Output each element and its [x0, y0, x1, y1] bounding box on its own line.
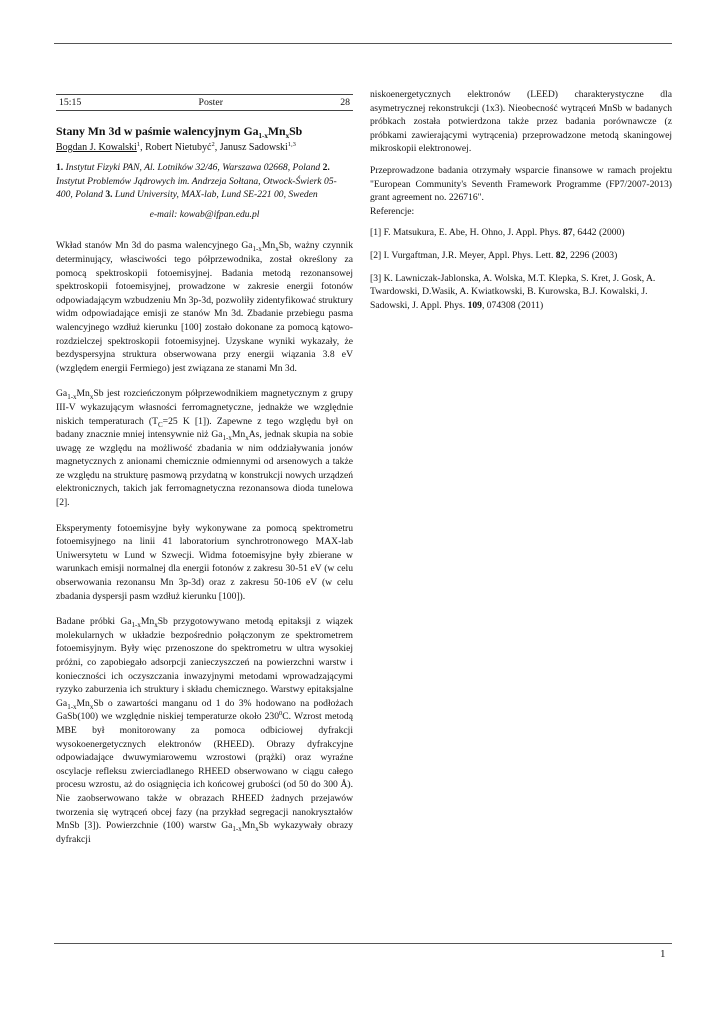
session-number: 28 — [340, 96, 350, 108]
session-time: 15:15 — [59, 96, 82, 108]
paragraph-3: Eksperymenty fotoemisyjne były wykonywane za pomocą spektrometru fotoemisyjnego na linii 41 laboratorium synchrotronowego MAX-lab Uniwersytetu w Lund w Szwecji. Widma fotoemisyjne były zbierane w warunkach emisji normalnej dla energii fotonów z zakresu 30-51 eV (w celu obserwowania rezonansu Mn 3p-3d) oraz z zakresu 50-106 eV (w celu zbadania dyspersji pasm wzdłuż kierunku [100]). — [56, 522, 353, 602]
abstract-title: Stany Mn 3d w paśmie walencyjnym $Ga_{1-x}Mn_xSb$ — [56, 124, 303, 140]
paragraph-5: niskoenergetycznych elektronów (LEED) charakterystyczne dla asymetrycznej rekonstrukcji (1x3). Nieobecność wytrąceń MnSb w badanych próbkach została potwierdzona także przez badania porównawcze (z próbkami zawierającymi wytrącenia) przeprowadzone metodą skaningowej mikroskopii elektronowej. — [370, 89, 672, 155]
reference-item: [2] I. Vurgaftman, J.R. Meyer, Appl. Phys. Lett. 82, 2296 (2003) — [370, 249, 618, 261]
author-list: Bogdan J. Kowalski$^1$, Robert Nietubyć$^2$, Janusz Sadowski$^{1,3}$ — [56, 141, 296, 153]
paragraph-1: Wkład stanów Mn 3d do pasma walencyjnego $Ga_{1-x}Mn_xSb$, ważny czynnik determinujący, własciwości tego półprzewodnika, został określony za pomocą spektroskopii fotoemisyjnej. Badania metodą rezonansowej spektroskopii fotoemisyjnej, prowadzone w zakresie energii fotonów odpowiadającym wzbudzeniu Mn 3p-3d, pozwoliły zidentyfikować struktury widm odpowiadające emisji ze stanów Mn 3d. Zbadanie przebiegu pasma walencyjnego wzdłuż kierunku [100] zostało dokonane za pomocą kątowo-rozdzielczej spektroskopii fotoemisyjnej. Uzyskane wyniki wykazały, że bezdyspersyjna struktura obserwowana przy energii wiązania 3.8 eV (względem energii Fermiego) jest związana ze stanami Mn 3d. — [56, 240, 353, 374]
left-column — [56, 94, 353, 846]
paragraph-2: $Ga_{1-x}Mn_xSb$ jest rozcieńczonym półprzewodnikiem magnetycznym z grupy III-V wykazującym własności ferromagnetyczne, jednakże we względnie niskich temperaturach ($T_C=25$ K [1]). Zapewne z tego względu był on badany znacznie mniej intensywnie niż $Ga_{1-x}Mn_xAs$, jednak skupia na sobie uwagę ze względu na możliwość zbadania w nim oddziaływania jonów magnetycznych z anionami chemicznie odmiennymi od arsenowych a także ze względu na strukturę pasmową przydatną w konstrukcji nowych urządzeń elektronicznych, takich jak ferromagnetyczna rezonansowa dioda tunelowa [2]. — [56, 388, 354, 509]
affiliations: 1. Instytut Fizyki PAN, Al. Lotników 32/46, Warszawa 02668, Poland 2. Instytut Problemów Jądrowych im. Andrzeja Sołtana, Otwock-Świerk 05-400, Poland 3. Lund University, MAX-lab, Lund SE-221 00, Sweden — [56, 162, 337, 201]
author: , Robert Nietubyć — [140, 142, 212, 153]
bottom-rule — [54, 943, 672, 944]
session-bar — [56, 94, 353, 111]
author: , Janusz Sadowski — [214, 142, 288, 153]
reference-item: [1] F. Matsukura, E. Abe, H. Ohno, J. Appl. Phys. 87, 6442 (2000) — [370, 227, 625, 239]
presenting-author: Bogdan J. Kowalski — [56, 142, 137, 153]
page-number: 1 — [660, 948, 666, 960]
references-heading: Referencje: — [370, 205, 415, 217]
session-type: Poster — [198, 96, 224, 108]
top-rule — [54, 43, 672, 44]
paragraph-4: Badane próbki $Ga_{1-x}Mn_xSb$ przygotowywano metodą epitaksji z wiązek molekularnych w układzie bezpośrednio połączonym ze spektrometrem fotoemisyjnym. Były więc przenoszone do spektrometru w ultra wysokiej próżni, co zapobiegało adsorpcji zanieczyszczeń na powierzchni warstw i konieczności ich oczyszczania inwazyjnymi metodami wprowadzającymi ryzyko zaburzenia ich struktury i składu chemicznego. Warstwy epitaksjalne $Ga_{1-x}Mn_xSb$ o zawartości manganu od 1 do 3% hodowano na podłożach GaSb(100) we względnie niskiej temperaturze około $230^0C$. Wzrost metodą MBE był monitorowany za pomoca odbiciowej dyfrakcji wysokoenergetycznych elektronów (RHEED). Obrazy dyfrakcyjne odpowiadające dwuwymiarowemu wzrostowi (prążki) oraz wyraźne oscylacje refleksu zwierciadlanego RHEED obserwowano w ciągu całego procesu wzrostu, aż do osiągnięcia ich końcowej grubości (od 50 do 300 Å). Nie zaobserwowano także w obrazach RHEED żadnych przejawów tworzenia się wytrąceń obcej fazy (na przykład segregacji nanokryształów MnSb [3]). Powierzchnie (100) warstw $Ga_{1-x}Mn_xSb$ wykazywały obrazy dyfrakcji — [56, 616, 354, 845]
reference-item: [3] K. Lawniczak-Jablonska, A. Wolska, M.T. Klepka, S. Kret, J. Gosk, A. Twardowski, D.Wasik, A. Kwiatkowski, B. Kurowska, B.J. Kowalski, J. Sadowski, J. Appl. Phys. 109, 074308 (2011) — [370, 272, 656, 311]
acknowledgement: Przeprowadzone badania otrzymały wsparcie finansowe w ramach projektu "European Community's Seventh Framework Programme (FP7/2007-2013) grant agreement no. 226716". — [370, 164, 672, 204]
contact-email: e-mail: kowab@ifpan.edu.pl — [149, 208, 260, 220]
right-column — [370, 88, 672, 321]
